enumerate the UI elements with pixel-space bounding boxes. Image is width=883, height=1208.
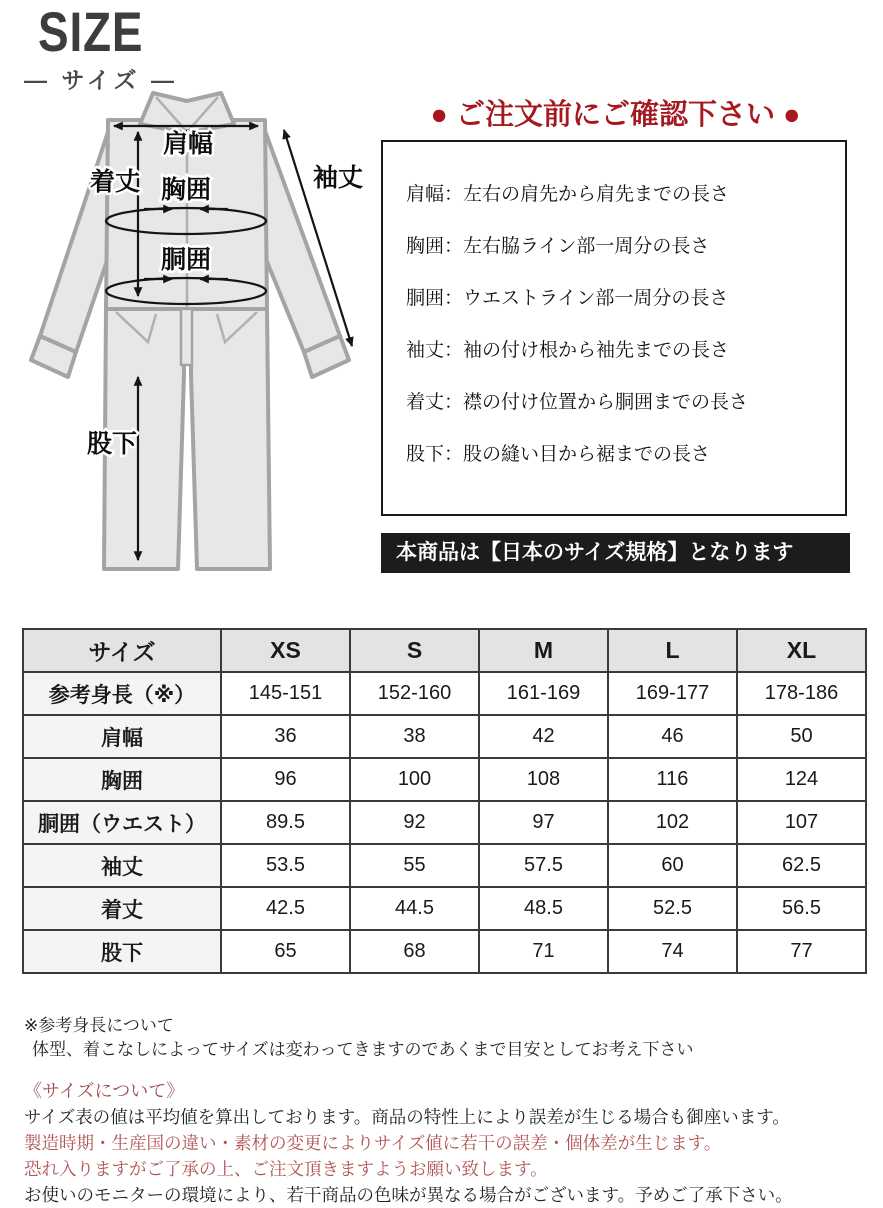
- table-cell: 178-186: [737, 672, 866, 715]
- table-row: [23, 758, 866, 801]
- diagram-label-inseam: 股下: [86, 430, 138, 458]
- about-size-note: 恐れ入りますがご了承の上、ご注文頂きますようお願い致します。: [24, 1159, 548, 1179]
- table-row-label: 胸囲: [23, 758, 221, 801]
- spacer: [24, 1062, 869, 1078]
- table-cell: 42: [479, 715, 608, 758]
- diagram-label-sleeve-length: 袖丈: [312, 164, 364, 192]
- table-row: [23, 887, 866, 930]
- table-cell: 50: [737, 715, 866, 758]
- table-cell: 42.5: [221, 887, 350, 930]
- table-size-header: M: [479, 629, 608, 672]
- table-cell: 57.5: [479, 844, 608, 887]
- measurement-definition-line: 袖丈：袖の付け根から袖先までの長さ: [406, 340, 730, 361]
- table-cell: 56.5: [737, 887, 866, 930]
- table-cell: 48.5: [479, 887, 608, 930]
- measurement-definition-line: 着丈：襟の付け位置から胴囲までの長さ: [406, 392, 749, 413]
- table-cell: 62.5: [737, 844, 866, 887]
- about-size-note: 製造時期・生産国の違い・素材の変更によりサイズ値に若干の誤差・個体差が生じます。: [24, 1133, 722, 1153]
- diagram-label-chest: 胸囲: [160, 176, 212, 204]
- table-cell: 71: [479, 930, 608, 973]
- measurement-definition-line: 胸囲：左右脇ライン部一周分の長さ: [406, 236, 710, 257]
- table-cell: 60: [608, 844, 737, 887]
- table-cell: 116: [608, 758, 737, 801]
- table-cell: 96: [221, 758, 350, 801]
- footnotes: [24, 1014, 869, 1208]
- about-size-note: お使いのモニターの環境により、若干商品の色味が異なる場合がございます。予めご了承下さい。: [24, 1185, 793, 1205]
- table-row-label: 胴囲（ウエスト）: [23, 801, 221, 844]
- measurement-definition-line: 肩幅：左右の肩先から肩先までの長さ: [406, 184, 730, 205]
- table-row: [23, 715, 866, 758]
- table-cell: 108: [479, 758, 608, 801]
- table-row: [23, 672, 866, 715]
- table-cell: 46: [608, 715, 737, 758]
- page-title: SIZE: [38, 0, 144, 63]
- table-cell: 65: [221, 930, 350, 973]
- table-cell: 161-169: [479, 672, 608, 715]
- table-row-label: 袖丈: [23, 844, 221, 887]
- table-size-header: XS: [221, 629, 350, 672]
- table-cell: 68: [350, 930, 479, 973]
- about-size-title: 《サイズについて》: [24, 1081, 185, 1101]
- table-cell: 55: [350, 844, 479, 887]
- table-row: [23, 801, 866, 844]
- table-cell: 169-177: [608, 672, 737, 715]
- garment-measurement-diagram: [20, 90, 380, 600]
- table-cell: 53.5: [221, 844, 350, 887]
- table-cell: 107: [737, 801, 866, 844]
- table-cell: 102: [608, 801, 737, 844]
- measurement-definitions-box: [381, 140, 847, 516]
- table-row-label: 肩幅: [23, 715, 221, 758]
- notice-title: ● ご注文前にご確認下さい ●: [430, 99, 801, 131]
- table-cell: 74: [608, 930, 737, 973]
- table-size-header: L: [608, 629, 737, 672]
- table-row-label: 股下: [23, 930, 221, 973]
- about-size-note: サイズ表の値は平均値を算出しております。商品の特性上により誤差が生じる場合も御座います。: [24, 1107, 790, 1127]
- measurement-definition-line: 胴囲：ウエストライン部一周分の長さ: [406, 288, 729, 309]
- brand-header: [24, 0, 178, 95]
- table-cell: 145-151: [221, 672, 350, 715]
- size-table: [22, 628, 867, 974]
- diagram-label-shoulder-width: 肩幅: [162, 130, 214, 158]
- table-row: [23, 844, 866, 887]
- table-cell: 89.5: [221, 801, 350, 844]
- table-row: [23, 930, 866, 973]
- table-cell: 44.5: [350, 887, 479, 930]
- table-cell: 100: [350, 758, 479, 801]
- table-cell: 38: [350, 715, 479, 758]
- table-corner-header: サイズ: [23, 629, 221, 672]
- table-cell: 152-160: [350, 672, 479, 715]
- table-cell: 124: [737, 758, 866, 801]
- diagram-label-body-length: 着丈: [89, 168, 141, 196]
- table-size-header: XL: [737, 629, 866, 672]
- table-cell: 52.5: [608, 887, 737, 930]
- jis-standard-bar: 本商品は【日本のサイズ規格】となります: [381, 533, 850, 573]
- page-subtitle: — サイズ —: [24, 67, 178, 93]
- table-cell: 36: [221, 715, 350, 758]
- table-cell: 77: [737, 930, 866, 973]
- table-size-header: S: [350, 629, 479, 672]
- reference-height-note: ※参考身長について: [24, 1016, 174, 1035]
- reference-height-note: 体型、着こなしによってサイズは変わってきますのであくまで目安としてお考え下さい: [32, 1040, 694, 1059]
- table-cell: 97: [479, 801, 608, 844]
- diagram-label-waist: 胴囲: [160, 246, 212, 274]
- table-row-label: 着丈: [23, 887, 221, 930]
- table-row-label: 参考身長（※）: [23, 672, 221, 715]
- measurement-definition-line: 股下：股の縫い目から裾までの長さ: [406, 444, 711, 465]
- table-cell: 92: [350, 801, 479, 844]
